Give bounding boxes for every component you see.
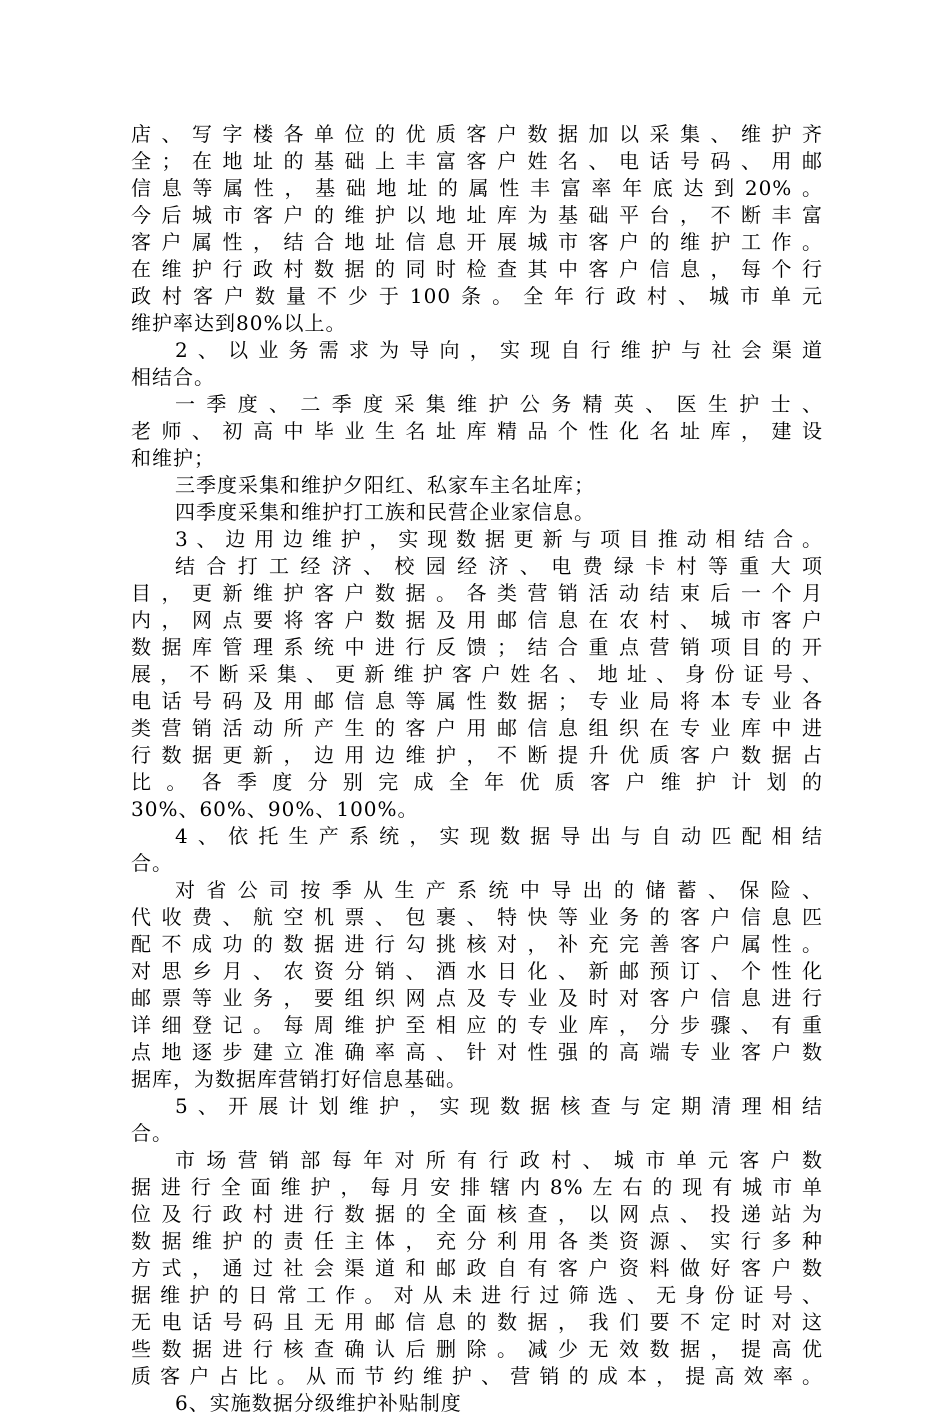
- text-line: 合。: [131, 1121, 173, 1145]
- text-line: 位及行政村进行数据的全面核查，以网点、投递站为: [131, 1202, 823, 1226]
- text-line: 代收费、航空机票、包裹、特快等业务的客户信息匹: [131, 905, 823, 929]
- section-heading-2: 2、以业务需求为导向，实现自行维护与社会渠道: [175, 338, 823, 362]
- text-line: 30%、60%、90%、100%。: [131, 797, 419, 821]
- text-line: 配不成功的数据进行勾挑核对，补充完善客户属性。: [131, 932, 823, 956]
- section-heading-3: 3、边用边维护，实现数据更新与项目推动相结合。: [175, 527, 823, 551]
- text-line: 客户属性，结合地址信息开展城市客户的维护工作。: [131, 230, 823, 254]
- text-line: 对思乡月、农资分销、酒水日化、新邮预订、个性化: [131, 959, 823, 983]
- text-line: 维护率达到80%以上。: [131, 311, 347, 335]
- section-heading-6: 6、实施数据分级维护补贴制度: [175, 1391, 462, 1415]
- text-line: 展，不断采集、更新维护客户姓名、地址、身份证号、: [131, 662, 823, 686]
- text-line: 邮票等业务，要组织网点及专业及时对客户信息进行: [131, 986, 823, 1010]
- text-line: 店、写字楼各单位的优质客户数据加以采集、维护齐: [131, 122, 823, 146]
- text-line: 行数据更新，边用边维护，不断提升优质客户数据占: [131, 743, 823, 767]
- text-line: 政村客户数量不少于100条。全年行政村、城市单元: [131, 284, 823, 308]
- text-line: 信息等属性，基础地址的属性丰富率年底达到20%。: [131, 176, 823, 200]
- text-line: 电话号码及用邮信息等属性数据；专业局将本专业各: [131, 689, 823, 713]
- section-heading-5: 5、开展计划维护，实现数据核查与定期清理相结: [175, 1094, 823, 1118]
- text-line: 市场营销部每年对所有行政村、城市单元客户数: [175, 1148, 823, 1172]
- text-line: 据进行全面维护，每月安排辖内8%左右的现有城市单: [131, 1175, 823, 1199]
- text-line: 点地逐步建立准确率高、针对性强的高端专业客户数: [131, 1040, 823, 1064]
- text-line: 详细登记。每周维护至相应的专业库，分步骤、有重: [131, 1013, 823, 1037]
- text-line: 四季度采集和维护打工族和民营企业家信息。: [175, 500, 595, 524]
- text-line: 比。各季度分别完成全年优质客户维护计划的: [131, 770, 823, 794]
- text-line: 合。: [131, 851, 173, 875]
- text-line: 三季度采集和维护夕阳红、私家车主名址库；: [175, 473, 595, 497]
- text-line: 对省公司按季从生产系统中导出的储蓄、保险、: [175, 878, 823, 902]
- text-line: 类营销活动所产生的客户用邮信息组织在专业库中进: [131, 716, 823, 740]
- text-line: 和维护；: [131, 446, 215, 470]
- text-line: 目，更新维护客户数据。各类营销活动结束后一个月: [131, 581, 823, 605]
- text-line: 结合打工经济、校园经济、电费绿卡村等重大项: [175, 554, 823, 578]
- text-line: 质客户占比。从而节约维护、营销的成本，提高效率。: [131, 1364, 823, 1388]
- text-line: 今后城市客户的维护以地址库为基础平台，不断丰富: [131, 203, 823, 227]
- text-line: 全；在地址的基础上丰富客户姓名、电话号码、用邮: [131, 149, 823, 173]
- text-line: 据维护的日常工作。对从未进行过筛选、无身份证号、: [131, 1283, 823, 1307]
- text-line: 方式，通过社会渠道和邮政自有客户资料做好客户数: [131, 1256, 823, 1280]
- text-line: 据库，为数据库营销打好信息基础。: [131, 1067, 467, 1091]
- section-heading-4: 4、依托生产系统，实现数据导出与自动匹配相结: [175, 824, 823, 848]
- text-line: 数据维护的责任主体，充分利用各类资源、实行多种: [131, 1229, 823, 1253]
- text-line: 些数据进行核查确认后删除。减少无效数据，提高优: [131, 1337, 823, 1361]
- text-line: 数据库管理系统中进行反馈；结合重点营销项目的开: [131, 635, 823, 659]
- text-line: 内，网点要将客户数据及用邮信息在农村、城市客户: [131, 608, 823, 632]
- text-line: 无电话号码且无用邮信息的数据，我们要不定时对这: [131, 1310, 823, 1334]
- text-line: 在维护行政村数据的同时检查其中客户信息，每个行: [131, 257, 823, 281]
- text-line: 一季度、二季度采集维护公务精英、医生护士、: [175, 392, 823, 416]
- text-line: 老师、初高中毕业生名址库精品个性化名址库，建设: [131, 419, 823, 443]
- document-body: [131, 121, 823, 1417]
- text-line: 相结合。: [131, 365, 215, 389]
